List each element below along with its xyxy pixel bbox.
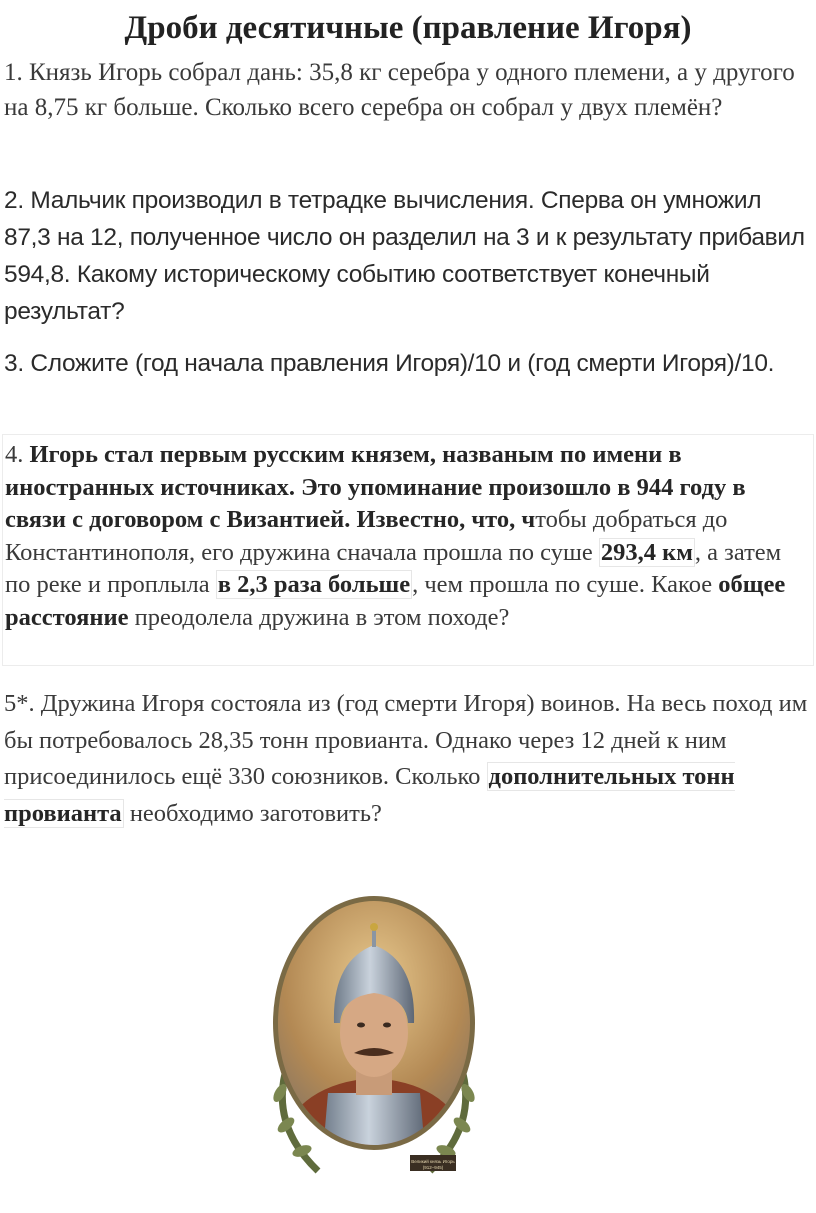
task-4-bold-intro: Игорь стал первым русским князем, названым по имени в иностранных источниках. Это упоминание произошло в 944 году в связи с договором с Византией. Известно, что, ч [5,441,746,533]
task-4-ratio: в 2,3 раза больше [217,571,411,598]
task-5 [4,686,810,832]
portrait-years: (912–945) [422,1165,444,1170]
task-4-total-distance: общее расстояние [5,571,786,631]
task-5-extra-provisions: дополнительных тонн провианта [4,763,735,827]
task-1: 1. Князь Игорь собрал дань: 35,8 кг серебра у одного племени, а у другого на 8,75 кг больше. Сколько всего серебра он собрал у двух племён? [4,59,795,121]
task-4-text-d: преодолела дружина в этом походе? [128,603,510,631]
face [340,989,408,1077]
task-2: 2. Мальчик производил в тетрадке вычисления. Сперва он умножил 87,3 на 12, полученное число он разделил на 3 и к результату прибавил 594,8. Какому историческому событию соответствует конечный результат? [4,187,805,325]
task-4 [2,434,814,666]
task-4-text-a: тобы добраться до Константинополя, его дружина сначала прошла по суше [5,506,728,566]
page-title: Дроби десятичные (правление Игоря) [124,10,692,46]
task-4-text-c: , чем прошла по суше. Какое [412,571,719,598]
task-4-text-b: , а затем по реке и проплыла [5,538,782,598]
task-3: 3. Сложите (год начала правления Игоря)/10 и (год смерти Игоря)/10. [4,350,775,377]
task-4-number: 4. [5,441,30,468]
task-5-number: 5* [4,690,29,717]
task-4-distance: 293,4 км [600,538,693,566]
portrait-caption: Великий князь Игорь [411,1159,455,1164]
prince-igor-portrait [258,893,490,1189]
task-5-text-a: . Дружина Игоря состояла из (год смерти Игоря) воинов. На весь поход им бы потребовалось 28,35 тонн провианта. Однако через 12 дней к ним присоединилось ещё 330 союзников. Сколько [4,690,808,790]
armor [322,1093,426,1163]
task-5-text-b: необходимо заготовить? [123,799,382,827]
